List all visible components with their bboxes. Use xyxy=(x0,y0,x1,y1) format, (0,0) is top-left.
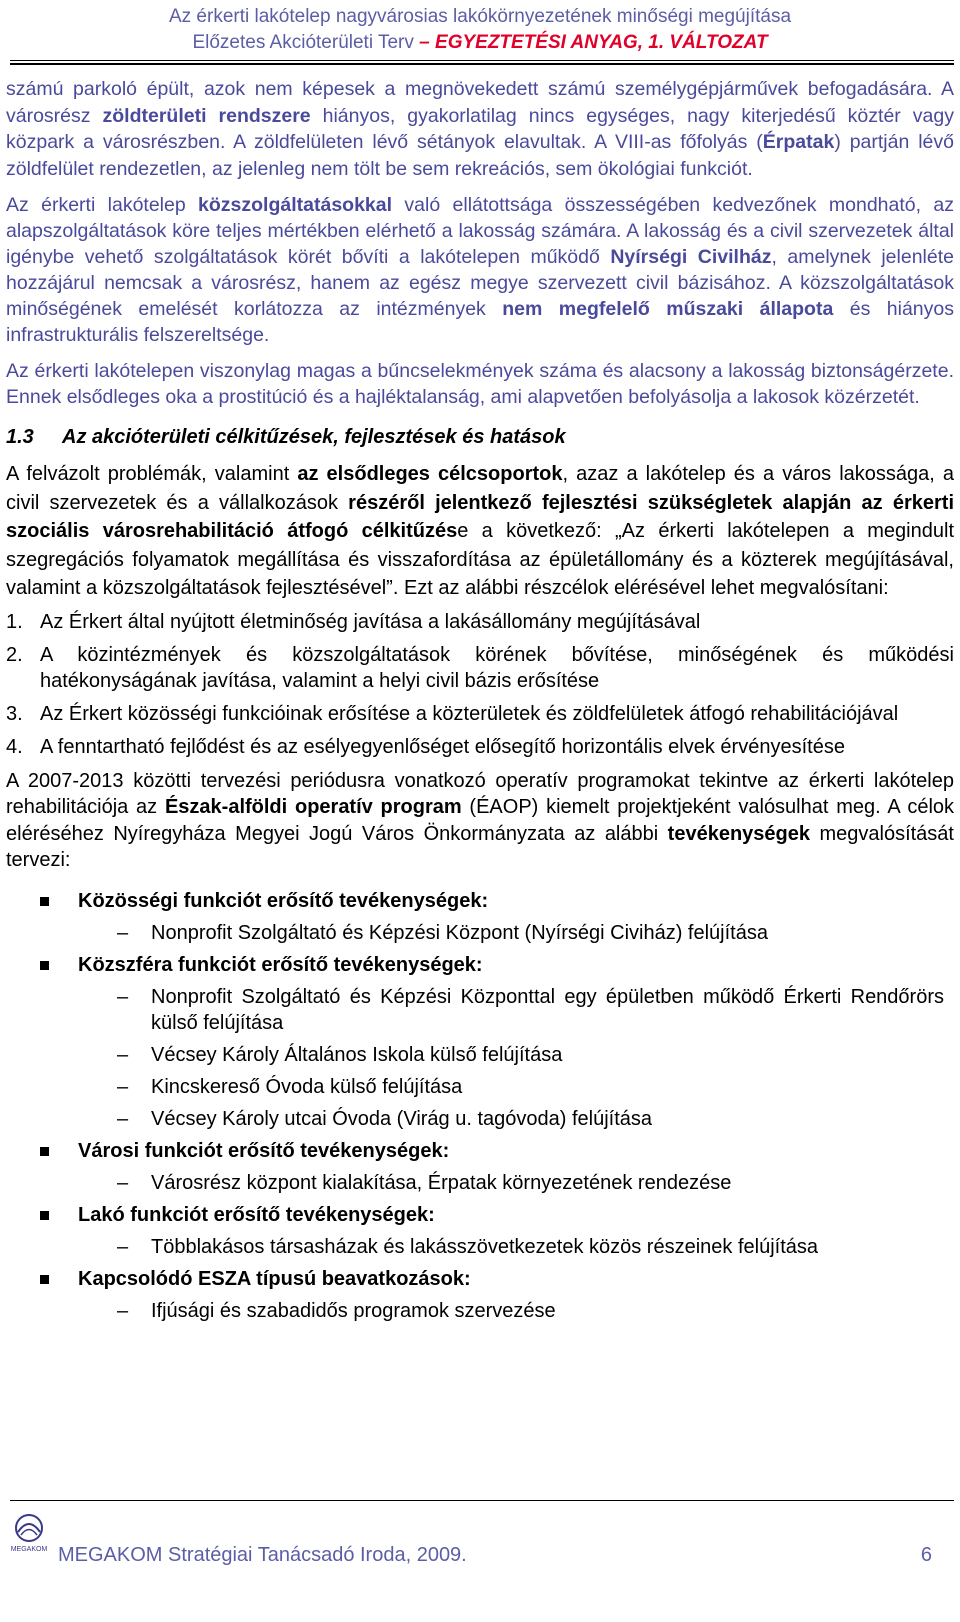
paragraph-objectives: A felvázolt problémák, valamint az elsődleges célcsoportok, azaz a lakótelep és a város lakossága, a civil szervezetek és a vállalkozások részéről jelentkező fejlesztési szükségletek alapján az érkerti szociális városrehabilitáció átfogó célkitűzése a következő: „Az érkerti lakótelepen a megindult szegregációs folyamatok megállítása és visszafordítása az épületállomány és a közterek megújításával, valamint a közszolgáltatások fejlesztésével”. Ezt az alábbi részcélok elérésével lehet megvalósítani: xyxy=(6,463,955,599)
group-title: Lakó funkciót erősítő tevékenységek: xyxy=(6,1202,954,1229)
list-item: – Vécsey Károly Általános Iskola külső felújítása xyxy=(117,1043,563,1066)
section-title: Az akcióterületi célkitűzések, fejlesztések és hatások xyxy=(62,426,566,448)
group-title: Közszféra funkciót erősítő tevékenységek: xyxy=(6,952,954,979)
footer-text: MEGAKOM Stratégiai Tanácsadó Iroda, 2009. xyxy=(58,1544,467,1566)
header-rule-thick xyxy=(10,63,954,65)
megakom-logo xyxy=(6,1511,52,1553)
paragraph-operative-program: A 2007-2013 közötti tervezési periódusra vonatkozó operatív programokat tekintve az érkerti lakótelep rehabilitációja az Észak-alföldi operatív program (ÉAOP) kiemelt projektjeként valósulhat meg. A célok eléréséhez Nyíregyháza Megyei Jogú Város Önkormányzata az alábbi tevékenységek megvalósítását tervezi: xyxy=(6,769,955,871)
activity-group xyxy=(6,1266,954,1324)
section-heading xyxy=(6,424,954,450)
paragraph-green-areas: számú parkoló épült, azok nem képesek a megnövekedett számú személygépjárművek befogadására. A városrész zöldterületi rendszere hiányos, gyakorlatilag nincs egységes, nagy kiterjedésű köztér vagy közpark a városrészben. A zöldfelületen lévő sétányok elavultak. A VIII-as főfolyás (Érpatak) partján lévő zöldfelület rendezetlen, az jelenleg nem tölt be sem rekreációs, sem ökológiai funkciót. xyxy=(6,78,954,180)
dash-bullet-icon: – xyxy=(117,1171,129,1194)
activity-group xyxy=(6,1202,954,1260)
header-draft-label: – EGYEZTETÉSI ANYAG, 1. VÁLTOZAT xyxy=(419,32,768,53)
header-subtitle xyxy=(0,30,960,56)
square-bullet-icon xyxy=(40,961,49,970)
square-bullet-icon xyxy=(40,1147,49,1156)
paragraph-public-services: Az érkerti lakótelep közszolgáltatásokkal való ellátottsága összességében kedvezőnek mondható, az alapszolgáltatások köre teljes mértékben elérhető a lakosság számára. A lakosság és a civil szervezetek által igénybe vehető szolgáltatások körét bővíti a lakótelepen működő Nyírségi Civilház, amelynek jelenléte hozzájárul nemcsak a városrész, hanem az egész megye szervezett civil bázisához. A közszolgáltatások minőségének emelését korlátozza az intézmények nem megfelelő műszaki állapota és hiányos infrastrukturális felszereltsége. xyxy=(6,194,954,346)
document-body xyxy=(6,76,954,1330)
dash-bullet-icon: – xyxy=(117,1107,129,1130)
square-bullet-icon xyxy=(40,1211,49,1220)
header-plan-name: Előzetes Akcióterületi Terv xyxy=(192,32,414,53)
page-number: 6 xyxy=(920,1544,932,1566)
page-header xyxy=(0,4,960,56)
list-item: – Ifjúsági és szabadidős programok szervezése xyxy=(117,1299,556,1322)
dash-bullet-icon: – xyxy=(117,985,129,1008)
logo-text: MEGAKOM xyxy=(10,1546,48,1553)
list-item: – Többlakásos társasházak és lakásszövetkezetek közös részeinek felújítása xyxy=(117,1235,819,1258)
list-item: 3. Az Érkert közösségi funkcióinak erősítése a közterületek és zöldfelületek átfogó rehabilitációjával xyxy=(6,702,899,725)
dash-bullet-icon: – xyxy=(117,1299,129,1322)
group-title: Városi funkciót erősítő tevékenységek: xyxy=(6,1138,954,1165)
footer-rule xyxy=(10,1500,954,1501)
goals-list xyxy=(6,609,954,760)
list-item: – Városrész központ kialakítása, Érpatak környezetének rendezése xyxy=(117,1171,732,1194)
dash-bullet-icon: – xyxy=(117,1043,129,1066)
section-number: 1.3 xyxy=(6,426,34,448)
group-title: Közösségi funkciót erősítő tevékenységek: xyxy=(6,888,954,915)
list-item: 2. A közintézmények és közszolgáltatások körének bővítése, minőségének és működési hatékonyságának javítása, valamint a helyi civil bázis erősítése xyxy=(6,643,954,692)
activity-groups xyxy=(6,888,954,1324)
dash-bullet-icon: – xyxy=(117,1075,129,1098)
header-rule xyxy=(10,60,954,61)
group-title: Kapcsolódó ESZA típusú beavatkozások: xyxy=(6,1266,954,1293)
list-item: 1. Az Érkert által nyújtott életminőség javítása a lakásállomány megújításával xyxy=(6,610,701,633)
list-item: – Nonprofit Szolgáltató és Képzési Központ (Nyírségi Civiház) felújítása xyxy=(117,921,768,944)
dash-bullet-icon: – xyxy=(117,921,129,944)
list-item: – Vécsey Károly utcai Óvoda (Virág u. tagóvoda) felújítása xyxy=(117,1107,653,1130)
dash-bullet-icon: – xyxy=(117,1235,129,1258)
activity-group xyxy=(6,952,954,1132)
header-title: Az érkerti lakótelep nagyvárosias lakókörnyezetének minőségi megújítása xyxy=(168,6,792,27)
square-bullet-icon xyxy=(40,897,49,906)
square-bullet-icon xyxy=(40,1275,49,1284)
activity-group xyxy=(6,888,954,946)
activity-group xyxy=(6,1138,954,1196)
paragraph-safety: Az érkerti lakótelepen viszonylag magas a bűncselekmények száma és alacsony a lakosság biztonságérzete. Ennek elsődleges oka a prostitúció és a hajléktalanság, ami alapvetően befolyásolja a lakosok közérzetét. xyxy=(6,360,954,408)
list-item: 4. A fenntartható fejlődést és az esélyegyenlőséget elősegítő horizontális elvek érvényesítése xyxy=(6,735,845,758)
list-item: – Nonprofit Szolgáltató és Képzési Központtal egy épületben működő Érkerti Rendőrörs külső felújítása xyxy=(117,985,944,1034)
list-item: – Kincskereső Óvoda külső felújítása xyxy=(117,1075,463,1098)
